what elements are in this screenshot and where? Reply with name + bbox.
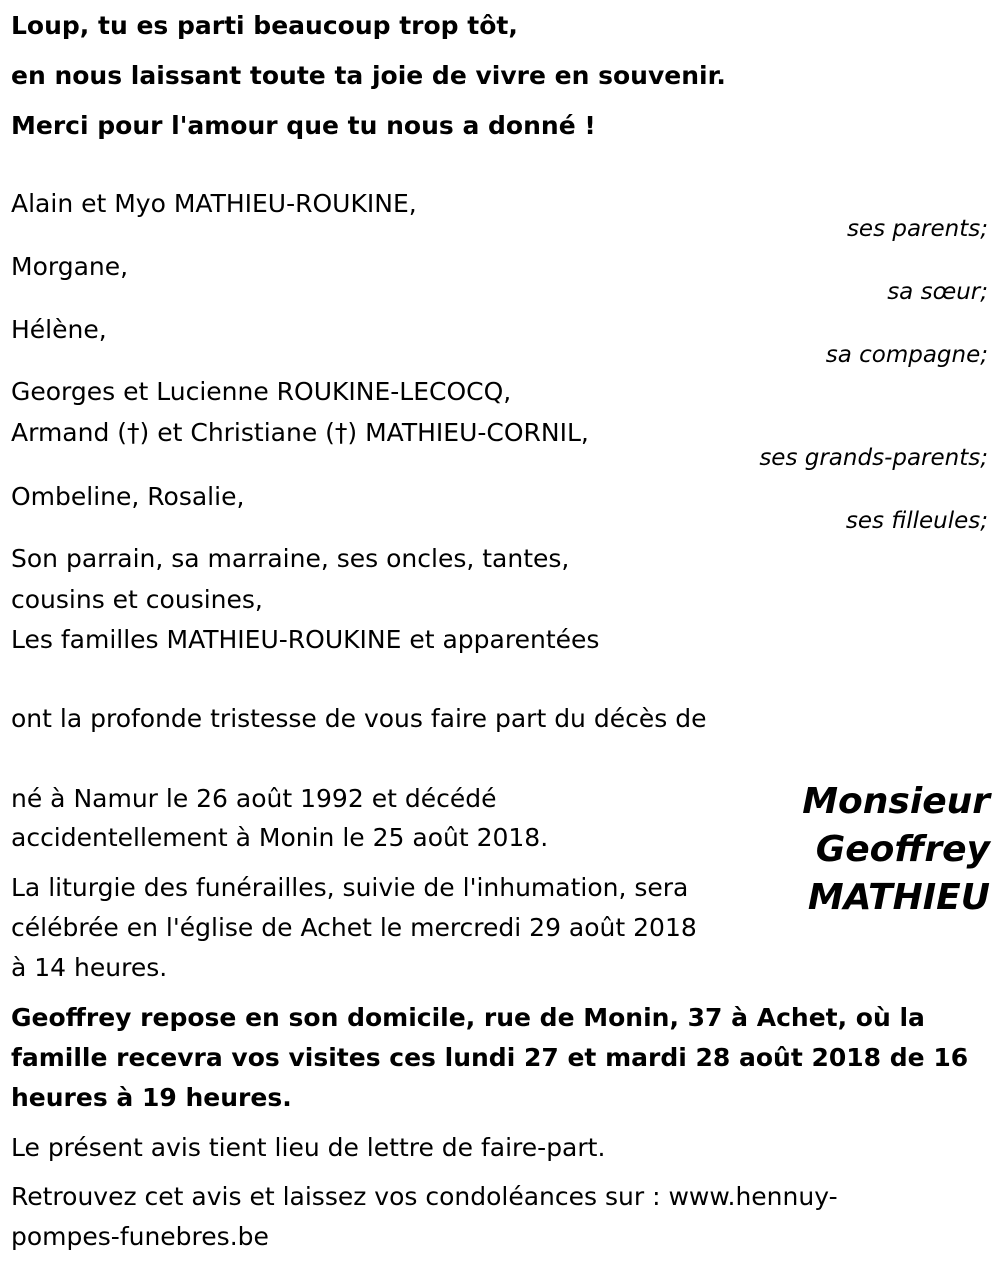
family-sister-name: Morgane, bbox=[11, 252, 129, 281]
intro-line-1: Loup, tu es parti beaucoup trop tôt, bbox=[11, 11, 518, 40]
family-sister-role: sa sœur; bbox=[887, 279, 988, 305]
birth-line-2: accidentellement à Monin le 25 août 2018. bbox=[11, 823, 549, 852]
extended-line-2: cousins et cousines, bbox=[11, 585, 263, 614]
deceased-name bbox=[802, 778, 990, 922]
funeral-line-1: La liturgie des funérailles, suivie de l'inhumation, sera bbox=[11, 873, 689, 902]
deceased-last-name: MATHIEU bbox=[807, 877, 990, 918]
deceased-title: Monsieur bbox=[802, 781, 990, 822]
family-partner-name: Hélène, bbox=[11, 315, 107, 344]
funeral-line-2: célébrée en l'église de Achet le mercredi 29 août 2018 bbox=[11, 913, 697, 942]
birth-line-1: né à Namur le 26 août 1992 et décédé bbox=[11, 784, 497, 813]
family-partner-role: sa compagne; bbox=[825, 342, 988, 368]
family-parents-role: ses parents; bbox=[846, 216, 988, 242]
extended-line-1: Son parrain, sa marraine, ses oncles, tantes, bbox=[11, 544, 570, 573]
intro-line-3: Merci pour l'amour que tu nous a donné ! bbox=[11, 111, 596, 140]
family-parents-names: Alain et Myo MATHIEU-ROUKINE, bbox=[11, 189, 417, 218]
family-grandparents-names-1: Georges et Lucienne ROUKINE-LECOCQ, bbox=[11, 377, 512, 406]
visits-line-3: heures à 19 heures. bbox=[11, 1083, 292, 1112]
family-grandparents-role: ses grands-parents; bbox=[759, 445, 988, 471]
online-line-2: pompes-funebres.be bbox=[11, 1222, 269, 1251]
notice-text: Le présent avis tient lieu de lettre de faire-part. bbox=[11, 1133, 606, 1162]
family-goddaughters-role: ses filleules; bbox=[845, 508, 988, 534]
intro-line-2: en nous laissant toute ta joie de vivre en souvenir. bbox=[11, 61, 726, 90]
funeral-line-3: à 14 heures. bbox=[11, 953, 168, 982]
family-goddaughters-names: Ombeline, Rosalie, bbox=[11, 482, 245, 511]
extended-line-3: Les familles MATHIEU-ROUKINE et apparentées bbox=[11, 625, 600, 654]
announcement-text: ont la profonde tristesse de vous faire part du décès de bbox=[11, 704, 707, 733]
family-grandparents-names-2: Armand (†) et Christiane (†) MATHIEU-CORNIL, bbox=[11, 418, 589, 447]
visits-line-2: famille recevra vos visites ces lundi 27 et mardi 28 août 2018 de 16 bbox=[11, 1043, 969, 1072]
visits-line-1: Geoffrey repose en son domicile, rue de Monin, 37 à Achet, où la bbox=[11, 1003, 925, 1032]
deceased-first-name: Geoffrey bbox=[815, 829, 990, 870]
online-line-1: Retrouvez cet avis et laissez vos condoléances sur : www.hennuy- bbox=[11, 1182, 838, 1211]
